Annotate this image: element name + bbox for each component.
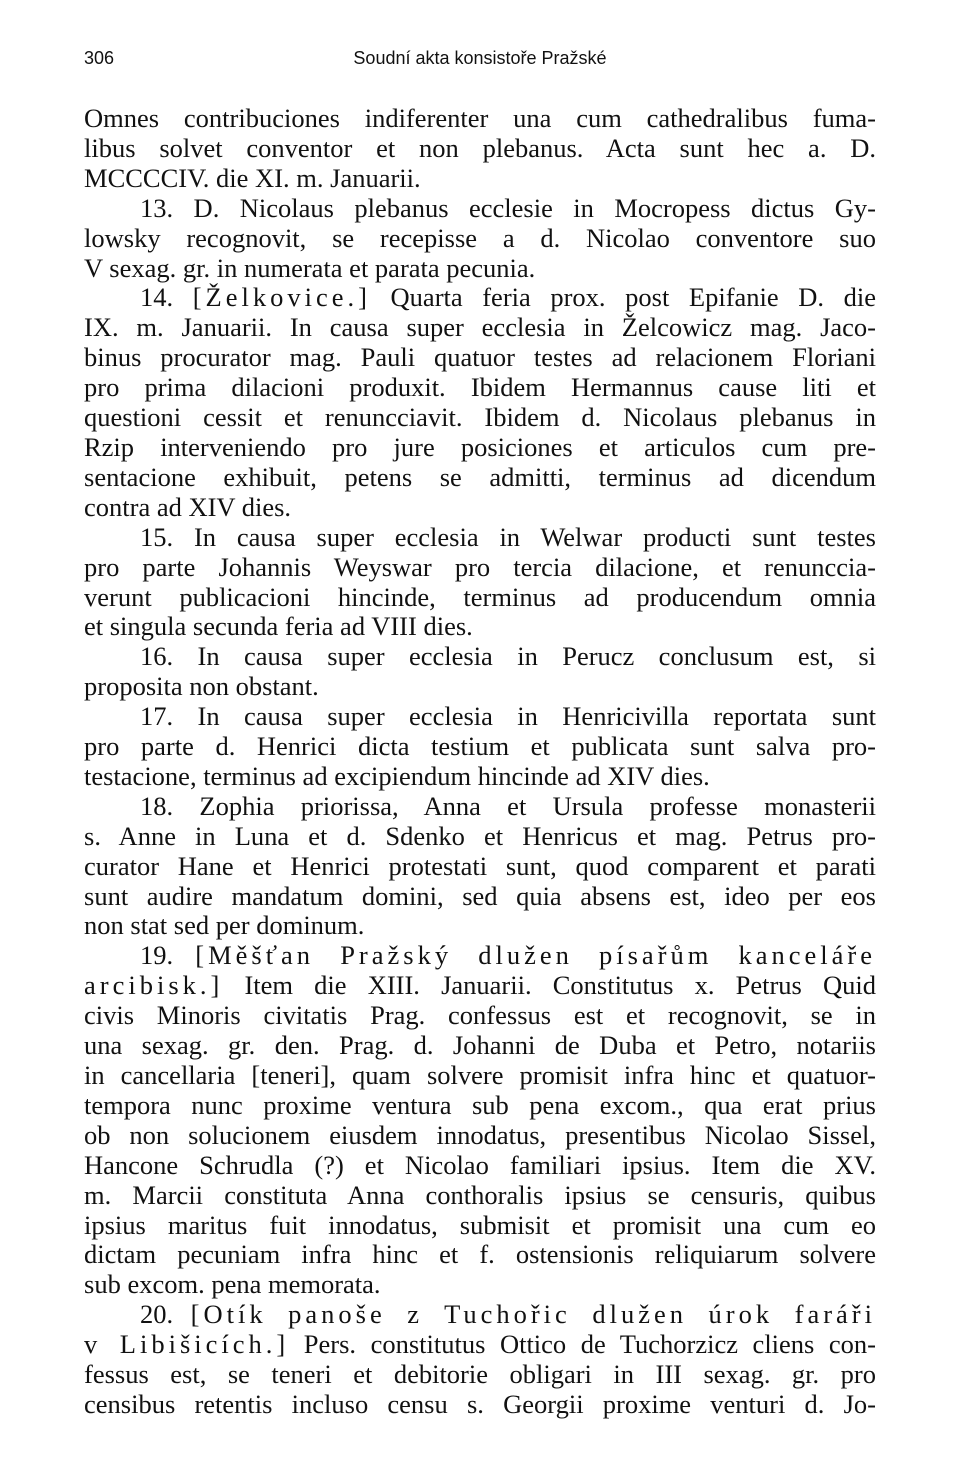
body-text (84, 104, 876, 1420)
text-line (84, 523, 876, 553)
line-text: contra ad XIV dies. (84, 491, 292, 522)
line-text: non stat sed per dominum. (84, 910, 365, 941)
text-line (84, 373, 876, 403)
text-line (84, 403, 876, 433)
text-line (84, 1061, 876, 1091)
line-text: una sexag. gr. den. Prag. d. Johanni de Duba et Petro, notariis (84, 1030, 876, 1061)
text-line (84, 104, 876, 134)
line-text: m. Marcii constituta Anna conthoralis ipsius se censuris, quibus (84, 1179, 876, 1210)
line-text: 16. In causa super ecclesia in Perucz conclusum est, si (140, 641, 876, 672)
text-line (84, 792, 876, 822)
line-text: questioni cessit et renuncciavit. Ibidem d. Nicolaus plebanus in (84, 402, 876, 433)
text-line (84, 642, 876, 672)
text-line (84, 1091, 876, 1121)
line-text: ob non solucionem eiusdem innodatus, presentibus Nicolao Sissel, (84, 1119, 876, 1150)
line-text: curator Hane et Henrici protestati sunt, quod comparent et parati (84, 850, 876, 881)
entry-heading: [Želkovice.] (192, 282, 371, 313)
line-text: IX. m. Januarii. In causa super ecclesia in Želcowicz mag. Jaco- (84, 312, 876, 343)
line-text: sunt audire mandatum domini, sed quia absens est, ideo per eos (84, 880, 876, 911)
text-line (84, 553, 876, 583)
text-line (84, 164, 876, 194)
text-line (84, 1240, 876, 1270)
line-text: s. Anne in Luna et d. Sdenko et Henricus et mag. Petrus pro- (84, 820, 876, 851)
line-text: sentacione exhibuit, petens se admitti, terminus ad dicendum (84, 461, 876, 492)
page-header (84, 44, 876, 74)
text-line (84, 1031, 876, 1061)
line-text: lowsky recognovit, se recepisse a d. Nicolao conventore suo (84, 222, 876, 253)
text-line (84, 463, 876, 493)
text-line (84, 1121, 876, 1151)
text-line (84, 313, 876, 343)
text-line (84, 822, 876, 852)
text-line (84, 1330, 876, 1360)
line-text: pro parte Johannis Weyswar pro tercia dilacione, et renunccia- (84, 551, 876, 582)
line-text: fessus est, se teneri et debitorie obligari in III sexag. gr. pro (84, 1359, 876, 1390)
text-line (84, 1360, 876, 1390)
line-text: Pers. constitutus Ottico de Tuchorzicz cliens con- (303, 1329, 876, 1360)
line-text: 13. D. Nicolaus plebanus ecclesie in Mocropess dictus Gy- (140, 192, 876, 223)
line-text: libus solvet conventor et non plebanus. Acta sunt hec a. D. (84, 132, 876, 163)
text-line (84, 583, 876, 613)
line-text: sub excom. pena memorata. (84, 1269, 381, 1300)
text-line (84, 1270, 876, 1300)
line-text: pro prima dilacioni produxit. Ibidem Hermannus cause liti et (84, 372, 876, 403)
entry-heading: [Otík panoše z Tuchořic dlužen úrok faráři (190, 1299, 876, 1330)
line-text: censibus retentis incluso censu s. Georgii proxime venturi d. Jo- (84, 1388, 876, 1419)
line-text: testacione, terminus ad excipiendum hincinde ad XIV dies. (84, 760, 710, 791)
line-text: 15. In causa super ecclesia in Welwar producti sunt testes (140, 521, 876, 552)
entry-heading: [Měšťan Pražský dlužen písařům kanceláře (195, 940, 876, 971)
text-line (84, 612, 876, 642)
text-line (84, 224, 876, 254)
text-line (84, 1151, 876, 1181)
text-line (84, 941, 876, 971)
line-text: Omnes contribuciones indiferenter una cum cathedralibus fuma- (84, 103, 876, 133)
text-line (84, 134, 876, 164)
line-text: in cancellaria [teneri], quam solvere promisit infra hinc et quatuor- (84, 1060, 876, 1090)
page-number: 306 (84, 48, 115, 68)
line-text: tempora nunc proxime ventura sub pena excom., qua erat prius (84, 1089, 876, 1120)
text-line (84, 971, 876, 1001)
text-line (84, 1211, 876, 1241)
text-line (84, 254, 876, 284)
line-text: civis Minoris civitatis Prag. confessus est et recognovit, se in (84, 1000, 876, 1031)
text-line (84, 1390, 876, 1420)
text-line (84, 702, 876, 732)
text-line (84, 493, 876, 523)
line-text: ipsius maritus fuit innodatus, submisit et promisit una cum eo (84, 1209, 876, 1240)
entry-number: 19. (140, 940, 174, 971)
line-text: proposita non obstant. (84, 671, 319, 702)
line-text: pro parte d. Henrici dicta testium et publicata sunt salva pro- (84, 731, 876, 762)
entry-heading: v Libišicích.] (84, 1329, 290, 1360)
text-line (84, 672, 876, 702)
text-line (84, 852, 876, 882)
line-text: 17. In causa super ecclesia in Henricivilla reportata sunt (140, 701, 876, 732)
text-line (84, 882, 876, 912)
entry-heading: arcibisk.] (84, 970, 224, 1001)
line-text: 18. Zophia priorissa, Anna et Ursula professe monasterii (140, 790, 876, 821)
text-line (84, 732, 876, 762)
line-text: et singula secunda feria ad VIII dies. (84, 611, 473, 642)
text-line (84, 911, 876, 941)
text-line (84, 194, 876, 224)
line-text: Item die XIII. Januarii. Constitutus x. Petrus Quid (244, 970, 877, 1001)
line-text: binus procurator mag. Pauli quatuor testes ad relacionem Floriani (84, 342, 876, 373)
text-line (84, 1001, 876, 1031)
text-line (84, 1300, 876, 1330)
running-head: Soudní akta konsistoře Pražské (353, 48, 607, 68)
text-line (84, 283, 876, 313)
entry-number: 20. (140, 1299, 174, 1330)
text-line (84, 1181, 876, 1211)
line-text: Hancone Schrudla (?) et Nicolao familiari ipsius. Item die XV. (84, 1149, 876, 1180)
entry-number: 14. (140, 282, 174, 313)
line-text: Rzip interveniendo pro jure posiciones et articulos cum pre- (84, 431, 876, 462)
text-line (84, 343, 876, 373)
line-text: V sexag. gr. in numerata et parata pecunia. (84, 252, 536, 283)
line-text: MCCCCIV. die XI. m. Januarii. (84, 162, 421, 193)
text-line (84, 762, 876, 792)
line-text: dictam pecuniam infra hinc et f. ostensionis reliquiarum solvere (84, 1239, 876, 1270)
line-text: verunt publicacioni hincinde, terminus ad producendum omnia (84, 581, 876, 612)
line-text: Quarta feria prox. post Epifanie D. die (390, 282, 876, 313)
text-line (84, 433, 876, 463)
